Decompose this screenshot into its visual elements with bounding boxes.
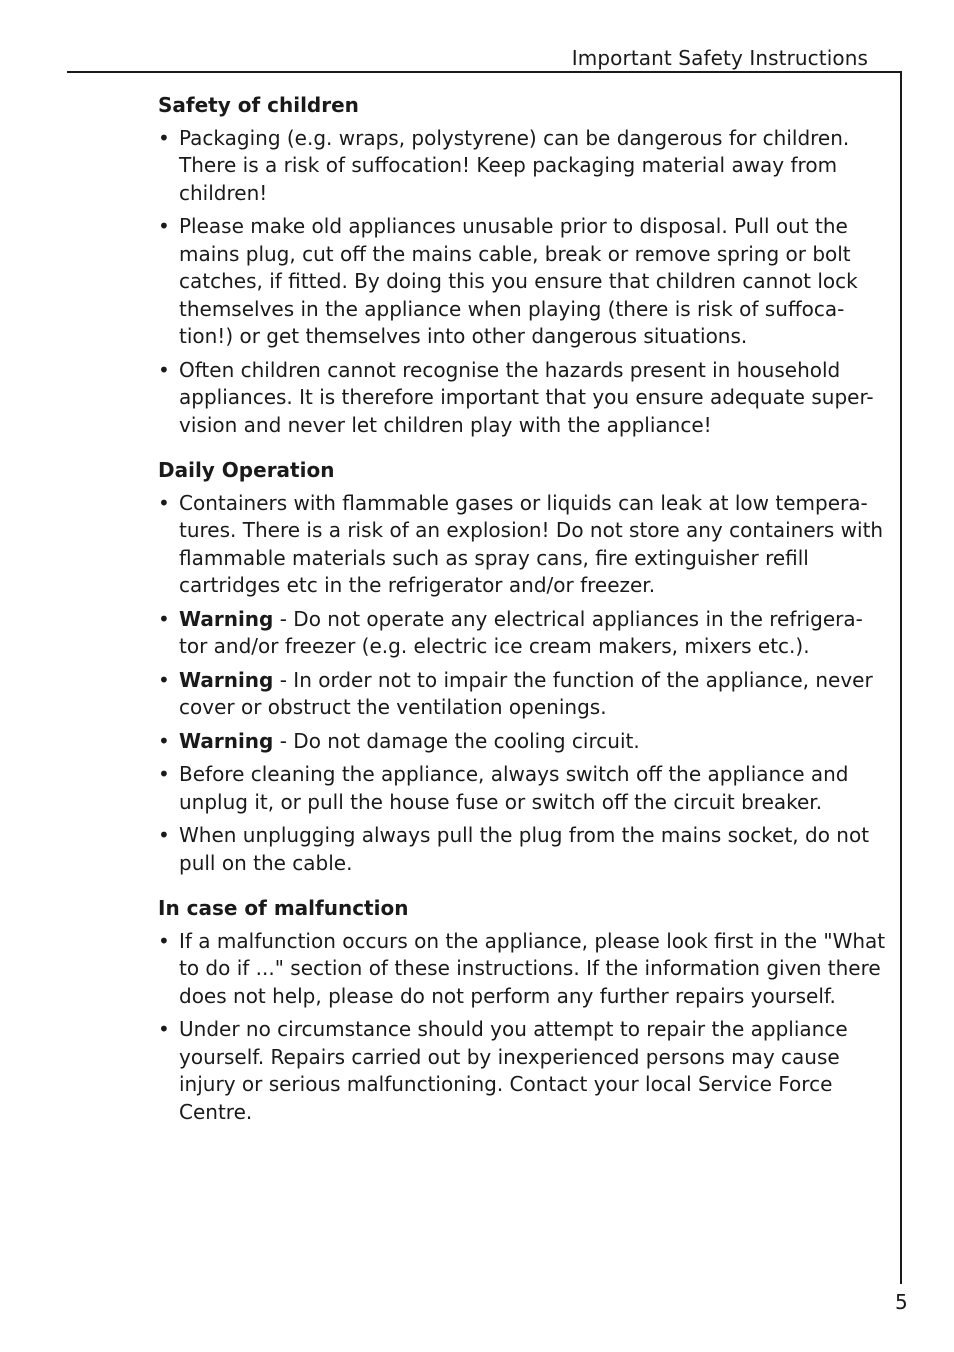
bullet-list [158,125,888,440]
header-rule [67,71,901,73]
section-daily-operation [158,457,888,877]
list-item [158,606,888,661]
item-text: Packaging (e.g. wraps, polystyrene) can be dangerous for children. There is a risk of suffocation! Keep packaging material away from children! [179,125,850,205]
item-text: Please make old appliances unusable prior to disposal. Pull out the mains plug, cut off the mains cable, break or remove spring or bolt catches, if fitted. By doing this you ensure that children cannot lock themselves in the appliance when playing (there is risk of suffoca-tion!) or get themselves into other dangerous situations. [179,214,858,348]
list-item [158,213,888,351]
list-item [158,928,888,1011]
section-title: In case of malfunction [158,896,409,920]
bullet-icon: • [158,490,170,515]
warning-label: Warning [179,728,274,753]
bullet-list [158,490,888,878]
item-text: Often children cannot recognise the hazards present in household appliances. It is therefore important that you ensure adequate super-vision and never let children play with the appliance! [179,357,874,437]
section-title: Daily Operation [158,458,335,482]
bullet-icon: • [158,728,170,753]
item-text: - In order not to impair the function of the appliance, never cover or obstruct the ventilation openings. [179,667,873,719]
bullet-icon: • [158,762,170,786]
bullet-icon: • [158,214,170,238]
bullet-list [158,928,888,1127]
bullet-icon: • [158,606,170,631]
item-text: If a malfunction occurs on the appliance, please look first in the "What to do if ..." section of these instructions. If the information given there does not help, please do not perform any further repairs yourself. [179,928,886,1008]
list-item [158,761,888,816]
bullet-icon: • [158,1017,170,1041]
section-in-case-of-malfunction [158,895,888,1126]
running-header: Important Safety Instructions [571,46,868,70]
item-text: Under no circumstance should you attempt to repair the appliance yourself. Repairs carried out by inexperienced persons may cause injury or serious malfunctioning. Contact your local Service Force Centre. [179,1017,848,1124]
section-safety-of-children [158,92,888,439]
list-item [158,667,888,722]
item-text: - Do not operate any electrical appliances in the refrigera-tor and/or freezer (e.g. electric ice cream makers, mixers etc.). [179,606,863,658]
content [158,92,888,1144]
list-item [158,822,888,877]
item-text: Containers with flammable gases or liquids can leak at low tempera-tures. There is a risk of an explosion! Do not store any containers with flammable materials such as spray cans, fire extinguisher refill cartridges etc in the refrigerator and/or freezer. [179,490,884,597]
bullet-icon: • [158,667,170,692]
list-item [158,1016,888,1126]
margin-rule [900,71,902,1284]
section-title: Safety of children [158,93,359,117]
item-text: When unplugging always pull the plug from the mains socket, do not pull on the cable. [179,823,870,875]
bullet-icon: • [158,928,170,953]
item-text: Before cleaning the appliance, always switch off the appliance and unplug it, or pull the house fuse or switch off the circuit breaker. [179,762,849,814]
bullet-icon: • [158,823,170,847]
bullet-icon: • [158,125,170,150]
bullet-icon: • [158,357,170,382]
list-item [158,728,888,756]
item-text: - Do not damage the cooling circuit. [273,728,640,753]
page-number: 5 [895,1290,908,1314]
list-item [158,490,888,600]
list-item [158,125,888,208]
list-item [158,357,888,440]
warning-label: Warning [179,606,274,631]
warning-label: Warning [179,667,274,692]
